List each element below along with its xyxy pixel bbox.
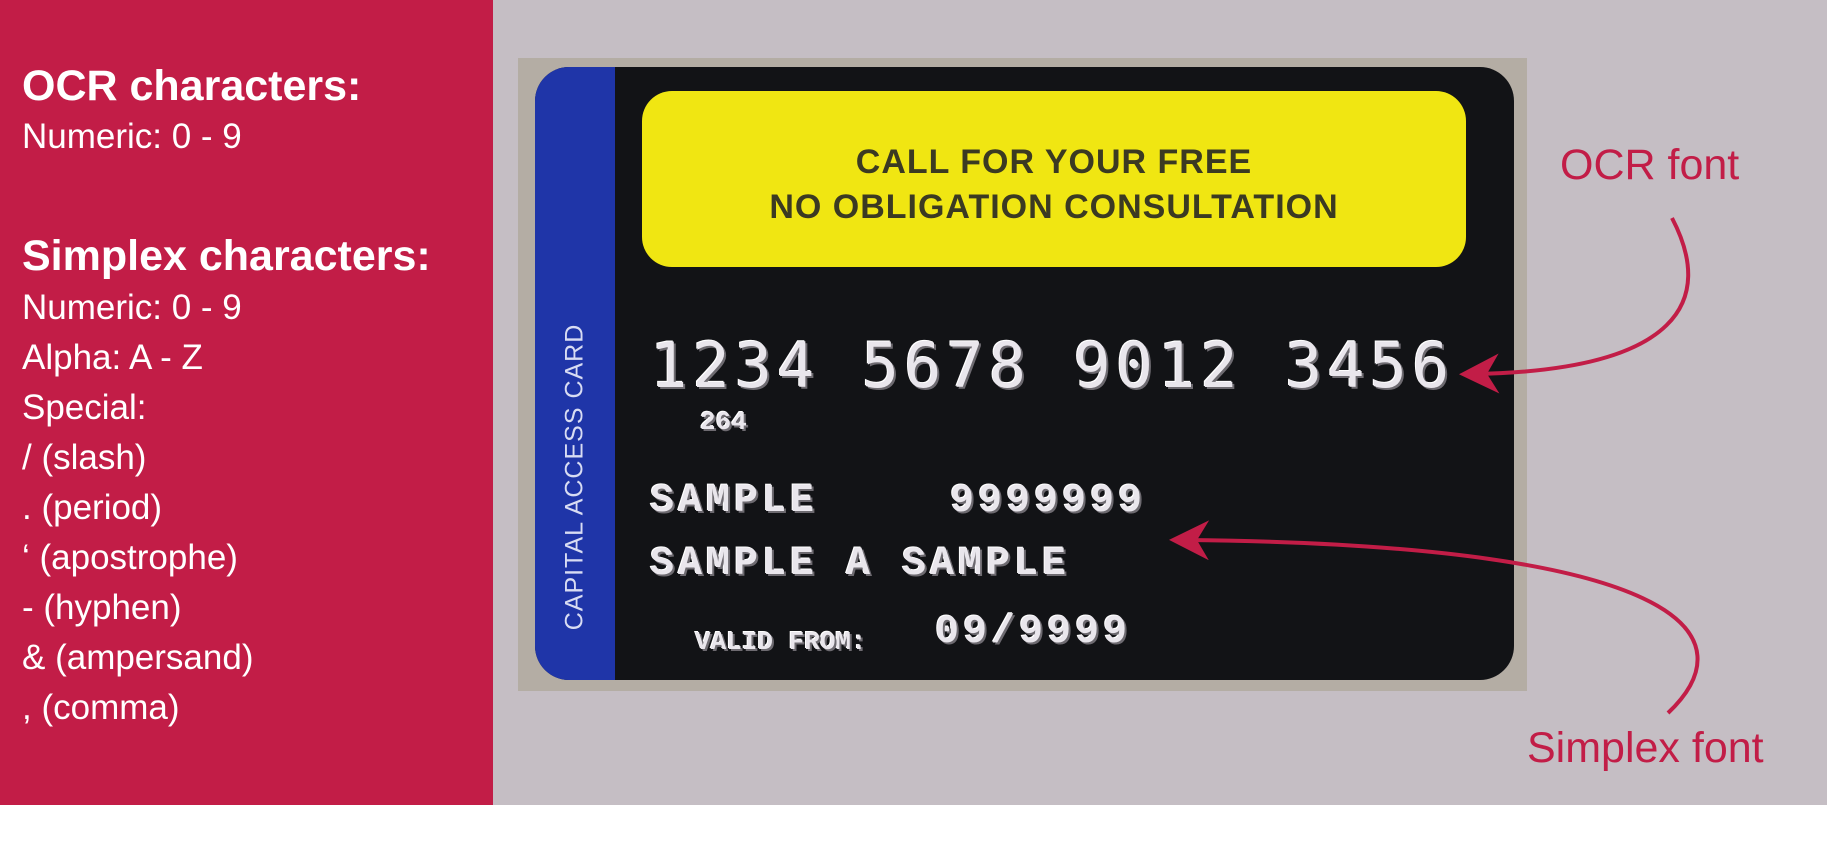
- card-code: 264: [700, 407, 747, 437]
- simplex-slash-line: / (slash): [22, 438, 147, 477]
- name-line-1-left: SAMPLE: [650, 479, 819, 524]
- ocr-font-label: OCR font: [1560, 141, 1740, 189]
- simplex-font-label: Simplex font: [1527, 724, 1764, 772]
- simplex-ampersand-line: & (ampersand): [22, 638, 254, 677]
- valid-from-label: VALID FROM:: [695, 627, 867, 657]
- banner-line-1: CALL FOR YOUR FREE: [855, 143, 1253, 181]
- name-line-2: SAMPLE A SAMPLE: [650, 542, 1071, 587]
- simplex-alpha-line: Alpha: A - Z: [22, 338, 203, 377]
- ocr-heading: OCR characters:: [22, 62, 362, 110]
- simplex-comma-line: , (comma): [22, 688, 180, 727]
- name-line-1-right: 9999999: [950, 479, 1147, 524]
- ocr-font-arrow: [1475, 218, 1688, 374]
- valid-from-value: 09/9999: [935, 610, 1132, 655]
- banner-line-2: NO OBLIGATION CONSULTATION: [769, 188, 1339, 226]
- simplex-heading: Simplex characters:: [22, 232, 431, 280]
- card-number: 1234 5678 9012 3456: [650, 329, 1455, 402]
- simplex-apostrophe-line: ‘ (apostrophe): [22, 538, 238, 577]
- simplex-font-arrow: [1185, 540, 1698, 713]
- simplex-period-line: . (period): [22, 488, 163, 527]
- simplex-special-line: Special:: [22, 388, 147, 427]
- simplex-numeric-line: Numeric: 0 - 9: [22, 288, 242, 327]
- simplex-hyphen-line: - (hyphen): [22, 588, 182, 627]
- ocr-numeric-line: Numeric: 0 - 9: [22, 117, 242, 156]
- stripe-label: CAPITAL ACCESS CARD: [560, 323, 589, 631]
